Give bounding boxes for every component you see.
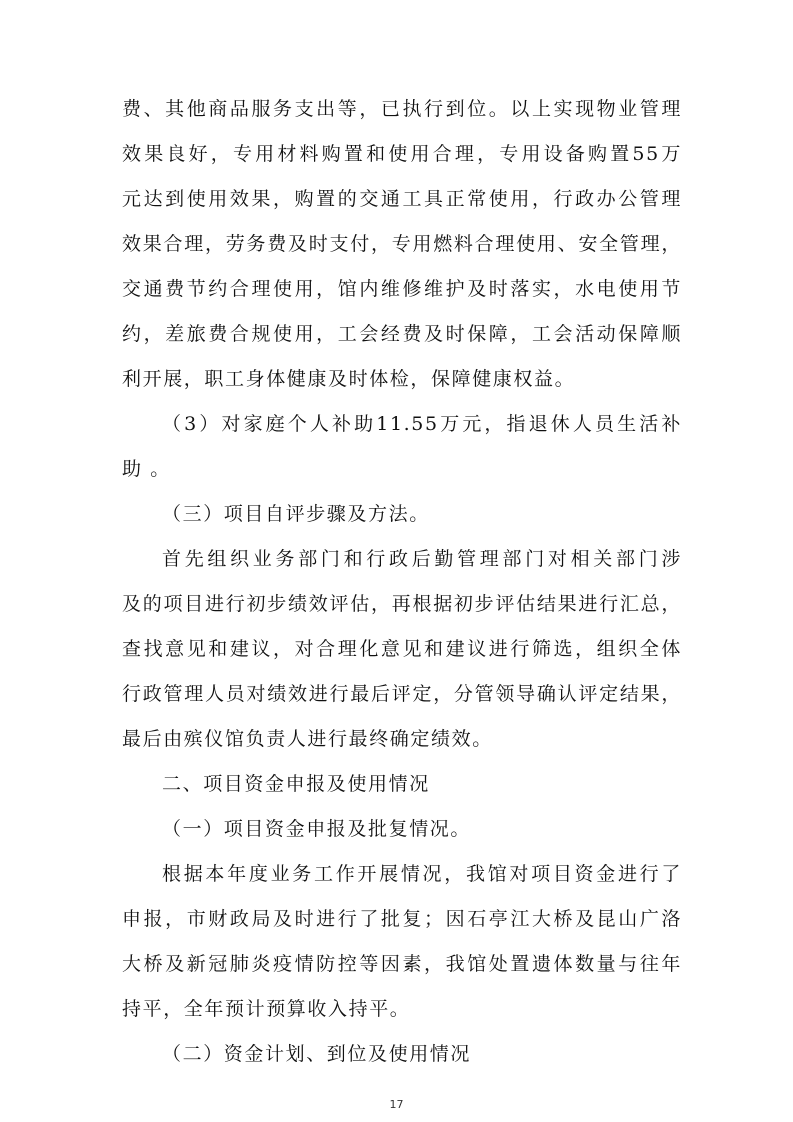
section-heading: （二）资金计划、到位及使用情况 bbox=[162, 1043, 472, 1065]
paragraph-line: 助 。 bbox=[122, 458, 171, 480]
paragraph-line: 行政管理人员对绩效进行最后评定，分管领导确认评定结果， bbox=[122, 683, 682, 705]
paragraph-line: 最后由殡仪馆负责人进行最终确定绩效。 bbox=[122, 728, 493, 750]
section-heading: （三）项目自评步骤及方法。 bbox=[162, 503, 430, 525]
section-heading: 二、项目资金申报及使用情况 bbox=[162, 773, 430, 795]
paragraph-line: 大桥及新冠肺炎疫情防控等因素，我馆处置遗体数量与往年 bbox=[122, 953, 682, 975]
paragraph-line: 约，差旅费合规使用，工会经费及时保障，工会活动保障顺 bbox=[122, 323, 682, 345]
paragraph-line: 持平，全年预计预算收入持平。 bbox=[122, 998, 411, 1020]
paragraph-line: 利开展，职工身体健康及时体检，保障健康权益。 bbox=[122, 368, 576, 390]
paragraph-line: 查找意见和建议，对合理化意见和建议进行筛选，组织全体 bbox=[122, 638, 682, 660]
paragraph-line: 效果良好，专用材料购置和使用合理，专用设备购置55万 bbox=[122, 143, 682, 165]
paragraph-line: 根据本年度业务工作开展情况，我馆对项目资金进行了 bbox=[162, 863, 682, 885]
paragraph-line: 首先组织业务部门和行政后勤管理部门对相关部门涉 bbox=[162, 548, 682, 570]
paragraph-line: 元达到使用效果，购置的交通工具正常使用，行政办公管理 bbox=[122, 188, 682, 210]
paragraph-line: 及的项目进行初步绩效评估，再根据初步评估结果进行汇总， bbox=[122, 593, 682, 615]
paragraph-line: 费、其他商品服务支出等，已执行到位。以上实现物业管理 bbox=[122, 98, 682, 120]
paragraph-line: 交通费节约合理使用，馆内维修维护及时落实，水电使用节 bbox=[122, 278, 682, 300]
paragraph-line: （3）对家庭个人补助11.55万元，指退休人员生活补 bbox=[162, 413, 682, 435]
paragraph-line: 效果合理，劳务费及时支付，专用燃料合理使用、安全管理， bbox=[122, 233, 682, 255]
paragraph-line: 申报，市财政局及时进行了批复；因石亭江大桥及昆山广洛 bbox=[122, 908, 682, 930]
page-number: 17 bbox=[389, 1098, 404, 1111]
section-heading: （一）项目资金申报及批复情况。 bbox=[162, 818, 472, 840]
